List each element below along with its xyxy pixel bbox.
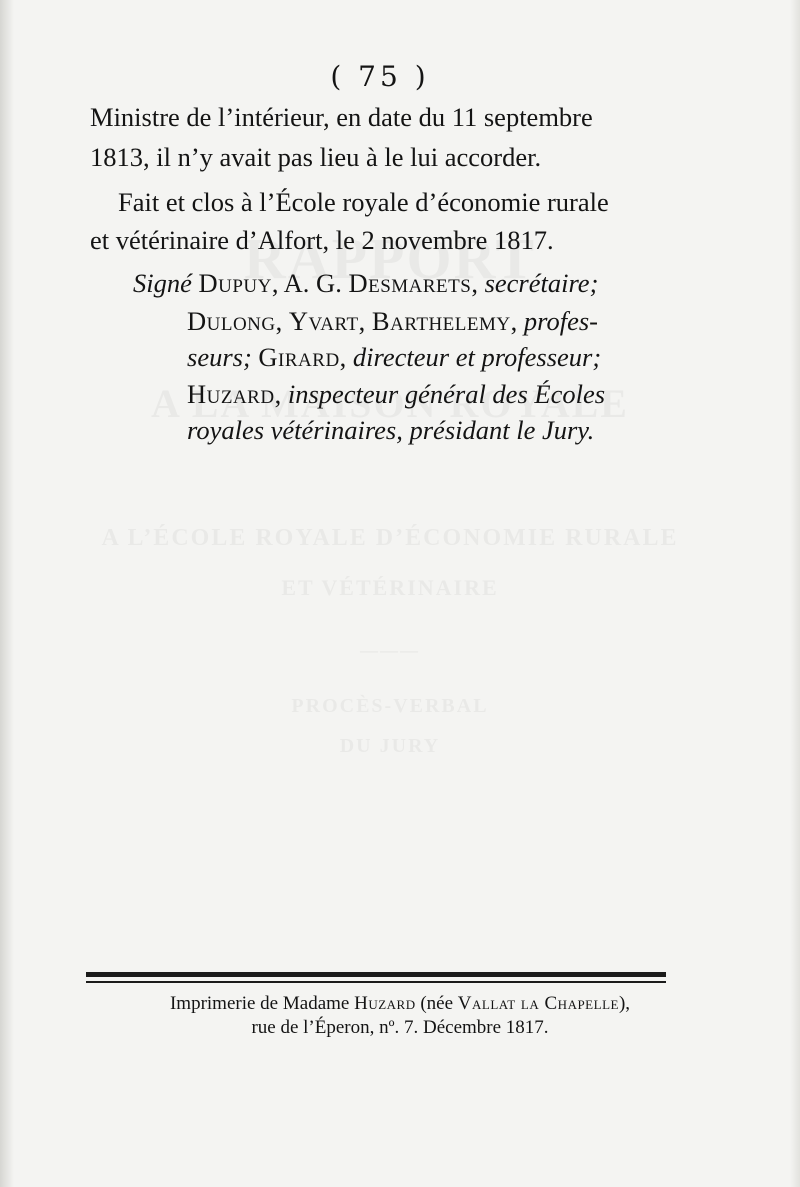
page-number: ( 75 ): [330, 60, 430, 93]
text-line: 1813, il n’y avait pas lieu à le lui accorder.: [90, 142, 542, 172]
show-through-text: [90, 695, 690, 718]
title-secretaire: secrétaire;: [484, 268, 599, 298]
printer-maiden-name: Vallat la Chapelle: [457, 993, 619, 1014]
separator: ,: [510, 306, 524, 336]
show-through-text: [90, 735, 690, 758]
signature-line: [187, 381, 605, 408]
text-line: Ministre de l’intérieur, en date du 11 septembre: [90, 102, 593, 132]
name-yvart: Yvart: [288, 306, 359, 336]
text-line: Fait et clos à l’École royale d’économie rurale: [118, 187, 609, 217]
imprint-line: [60, 994, 740, 1013]
printer-name: Huzard: [354, 993, 416, 1014]
name-desmarets: Desmarets: [348, 268, 472, 298]
title-professeurs: profes-: [523, 306, 598, 336]
imprint-address: rue de l’Éperon, nº. 7. Décembre 1817.: [251, 1017, 549, 1038]
name-huzard: Huzard: [187, 379, 275, 409]
signature-line: [133, 270, 598, 297]
signe-word: Signé: [133, 268, 192, 298]
printer-rule: [86, 972, 666, 983]
separator: ,: [358, 306, 372, 336]
signature-line: [187, 308, 598, 335]
separator: ,: [339, 342, 353, 372]
signature-line: royales vétérinaires, présidant le Jury.: [187, 415, 595, 445]
name-dulong: Dulong: [187, 306, 276, 336]
imprint-text: ),: [618, 993, 631, 1014]
rule-thin: [86, 981, 666, 983]
show-through-text: [90, 640, 690, 661]
show-through-text: [90, 575, 690, 601]
separator: , A. G.: [271, 268, 349, 298]
signature-line: [187, 344, 601, 371]
text-line: et vétérinaire d’Alfort, le 2 novembre 1817.: [90, 225, 554, 255]
imprint-text: (née: [415, 993, 458, 1014]
name-girard: Girard: [258, 342, 340, 372]
title-directeur: directeur et professeur;: [352, 342, 602, 372]
imprint-text: Imprimerie de Madame: [169, 993, 355, 1014]
title-inspecteur: inspecteur général des Écoles: [287, 379, 606, 409]
separator: ,: [274, 379, 288, 409]
separator: ,: [471, 268, 485, 298]
name-dupuy: Dupuy: [198, 268, 272, 298]
title-professeurs-cont: seurs;: [187, 342, 252, 372]
name-barthelemy: Barthelemy: [371, 306, 511, 336]
separator: ,: [275, 306, 289, 336]
show-through-text: [90, 525, 690, 552]
